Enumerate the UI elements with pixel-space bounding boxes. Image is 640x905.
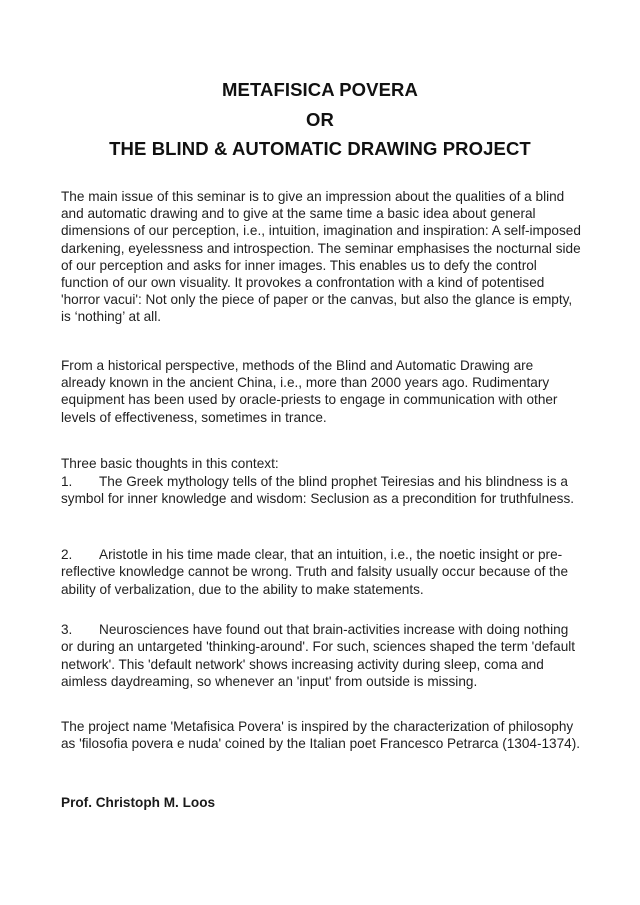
title-line-or: OR	[306, 109, 334, 130]
thought-number: 2.	[61, 547, 73, 562]
thought-text: The Greek mythology tells of the blind prophet Teiresias and his blindness is a symbol for inner knowledge and wisdom: Seclusion as a precondition for truthfulness.	[61, 474, 575, 507]
author-signature: Prof. Christoph M. Loos	[61, 795, 216, 810]
thought-number: 3.	[61, 622, 73, 637]
history-paragraph: From a historical perspective, methods of the Blind and Automatic Drawing are already known in the ancient China, i.e., more than 2000 years ago. Rudimentary equipment has been used by oracle-priests to engage in communication with other levels of effectiveness, sometimes in trance.	[61, 358, 558, 425]
title-line-subtitle: THE BLIND & AUTOMATIC DRAWING PROJECT	[109, 138, 531, 159]
thought-item-3	[61, 621, 581, 691]
thought-number: 1.	[61, 474, 73, 489]
thought-item-2	[61, 546, 581, 598]
intro-paragraph: The main issue of this seminar is to give an impression about the qualities of a blind and automatic drawing and to give at the same time a basic idea about general dimensions of our perception, i.e., intuition, imagination and inspiration: A self-imposed darkening, eyelessness and introspection. The seminar emphasises the nocturnal side of our perception and asks for inner images. This enables us to defy the control function of our own visuality. It provokes a confrontation with a kind of potentised 'horror vacui': Not only the piece of paper or the canvas, but also the glance is empty, is ‘nothing’ at all.	[61, 189, 581, 325]
thought-text: Neurosciences have found out that brain-activities increase with doing nothing or during an untargeted 'thinking-around'. For such, sciences shaped the term 'default network'. This 'default network' shows increasing activity during sleep, coma and aimless daydreaming, so whenever an 'input' from outside is missing.	[61, 622, 576, 690]
title-line-main: METAFISICA POVERA	[222, 79, 418, 100]
closing-paragraph: The project name 'Metafisica Povera' is inspired by the characterization of philosophy as 'filosofia povera e nuda' coined by the Italian poet Francesco Petrarca (1304-1374).	[61, 719, 581, 752]
thought-text: Aristotle in his time made clear, that an intuition, i.e., the noetic insight or pre-reflective knowledge cannot be wrong. Truth and falsity usually occur because of the ability of verbalization, due to the ability to make statements.	[61, 547, 569, 597]
thoughts-heading: Three basic thoughts in this context:	[61, 456, 279, 471]
thought-item-1	[61, 473, 581, 508]
